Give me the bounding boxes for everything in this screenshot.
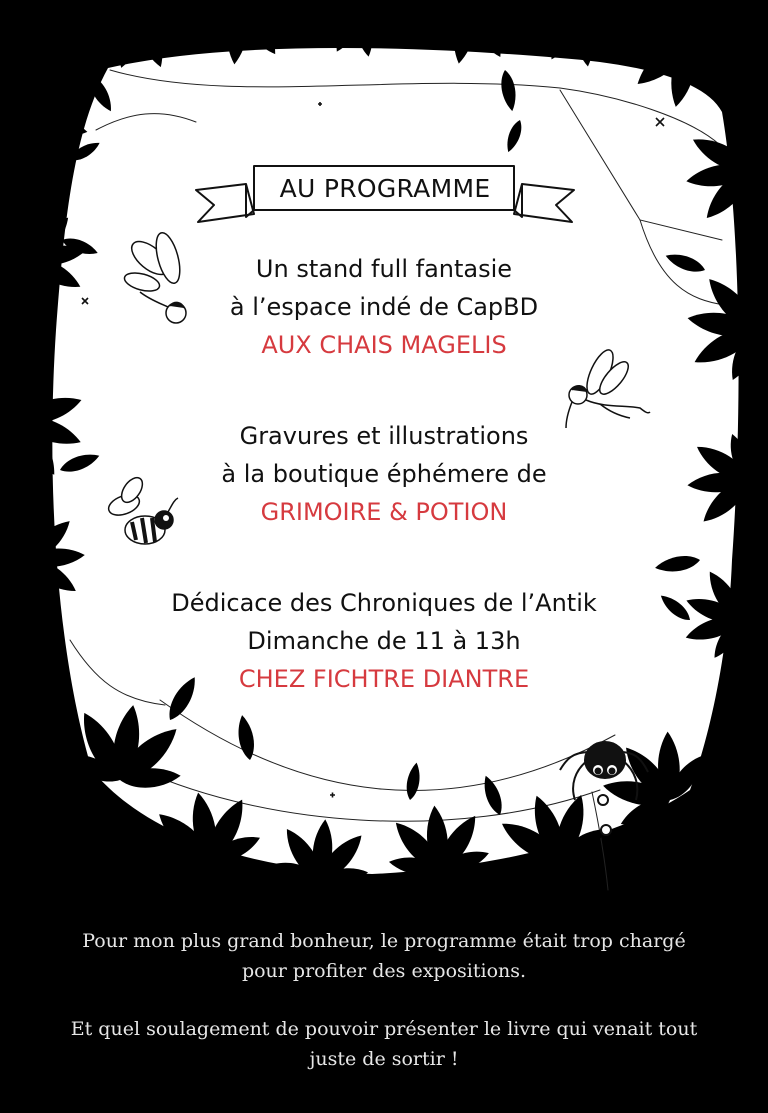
program-item-prints [150,417,618,531]
program-item-line: Dimanche de 11 à 13h [247,627,521,655]
banner-title: AU PROGRAMME [279,173,491,203]
program-item-venue: CHEZ FICHTRE DIANTRE [238,665,530,693]
caption-line: juste de sortir ! [309,1048,459,1070]
caption-line: Et quel soulagement de pouvoir présenter le livre qui venait tout [70,1018,698,1040]
program-item-venue: AUX CHAIS MAGELIS [261,331,507,359]
program-item-line: à la boutique éphémere de [221,460,547,488]
program-item-line: Un stand full fantasie [255,255,513,283]
program-item-stand [150,250,618,364]
caption-paragraph-2 [24,1014,744,1074]
program-item-line: Dédicace des Chroniques de l’Antik [171,589,597,617]
program-item-line: à l’espace indé de CapBD [229,293,539,321]
caption-paragraph-1 [24,926,744,986]
caption-line: Pour mon plus grand bonheur, le programme était trop chargé [82,930,686,952]
program-item-venue: GRIMOIRE & POTION [260,498,508,526]
program-item-signing [150,584,618,698]
caption-line: pour profiter des expositions. [241,960,527,982]
program-item-line: Gravures et illustrations [239,422,529,450]
